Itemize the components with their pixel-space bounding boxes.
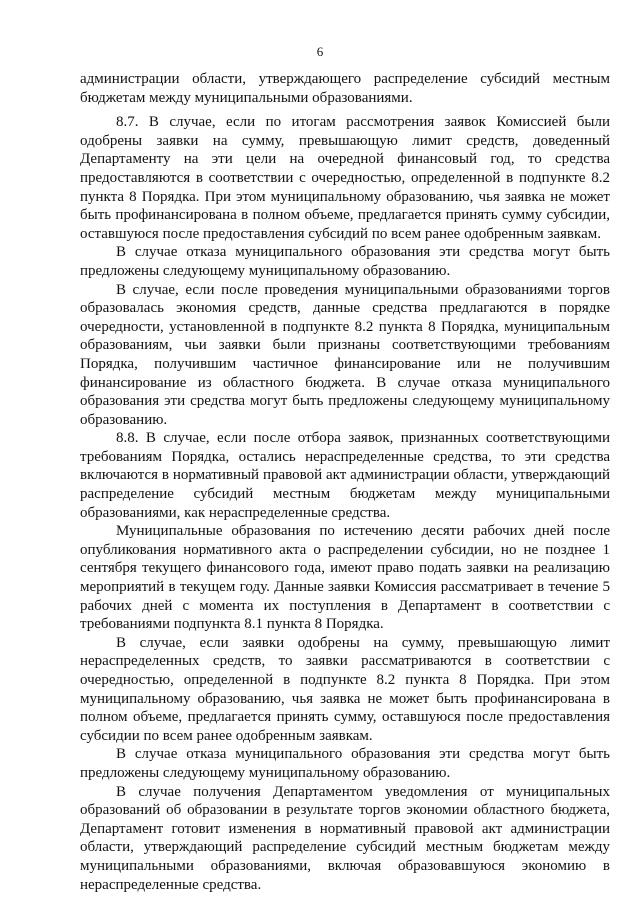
paragraph-notification: В случае получения Департаментом уведомления от муниципальных образований об образовании в результате торгов экономии областного бюджета, Департамент готовит изменения в нормативный правовой акт администрации области, утверждающий распределение субсидий местным бюджетам между муниципальными образованиями, включая образовавшуюся экономию в нераспределенные средства. xyxy=(80,783,610,893)
paragraph-refusal-1: В случае отказа муниципального образования эти средства могут быть предложены следующему муниципальному образованию. xyxy=(80,244,610,279)
paragraph-continuation: администрации области, утверждающего распределение субсидий местным бюджетам между муниципальными образованиями. xyxy=(80,71,610,106)
document-body xyxy=(80,70,610,894)
paragraph-8-7: 8.7. В случае, если по итогам рассмотрения заявок Комиссией были одобрены заявки на сумму, превышающую лимит средств, доведенный Департаменту на эти цели на очередной финансовый год, то средства предоставляются в соответствии с очередностью, определенной в подпункте 8.2 пункта 8 Порядка. При этом муниципальному образованию, чья заявка не может быть профинансирована в полном объеме, предлагается принять сумму субсидии, оставшуюся после предоставления субсидий по всем ранее одобренным заявкам. xyxy=(80,114,610,242)
paragraph-deadline: Муниципальные образования по истечению десяти рабочих дней после опубликования нормативного акта о распределении субсидии, но не позднее 1 сентября текущего финансового года, имеют право подать заявки на реализацию мероприятий в текущем году. Данные заявки Комиссия рассматривает в течение 5 рабочих дней с момента их поступления в Департамент в соответствии с требованиями подпункта 8.1 пункта 8 Порядка. xyxy=(80,523,610,633)
page-number: 6 xyxy=(316,44,324,59)
paragraph-limit: В случае, если заявки одобрены на сумму, превышающую лимит нераспределенных средств, то заявки рассматриваются в соответствии с очередностью, определенной в подпункте 8.2 пункта 8 Порядка. При этом муниципальному образованию, чья заявка не может быть профинансирована в полном объеме, предлагается принять сумму, оставшуюся после предоставления субсидии по всем ранее одобренным заявкам. xyxy=(80,634,610,744)
paragraph-refusal-2: В случае отказа муниципального образования эти средства могут быть предложены следующему муниципальному образованию. xyxy=(80,746,610,781)
paragraph-8-8: 8.8. В случае, если после отбора заявок, признанных соответствующими требованиям Порядка, остались нераспределенные средства, то эти средства включаются в нормативный правовой акт администрации области, утверждающий распределение субсидий местным бюджетам между муниципальными образованиями, как нераспределенные средства. xyxy=(80,430,610,521)
paragraph-savings: В случае, если после проведения муниципальными образованиями торгов образовалась экономия средств, данные средства предлагаются в порядке очередности, установленной в подпункте 8.2 пункта 8 Порядка, муниципальным образованиям, чьи заявки были признаны соответствующими требованиям Порядка, получившим частичное финансирование или не получившим финансирование из областного бюджета. В случае отказа муниципального образования эти средства могут быть предложены следующему муниципальному образованию. xyxy=(80,281,610,428)
